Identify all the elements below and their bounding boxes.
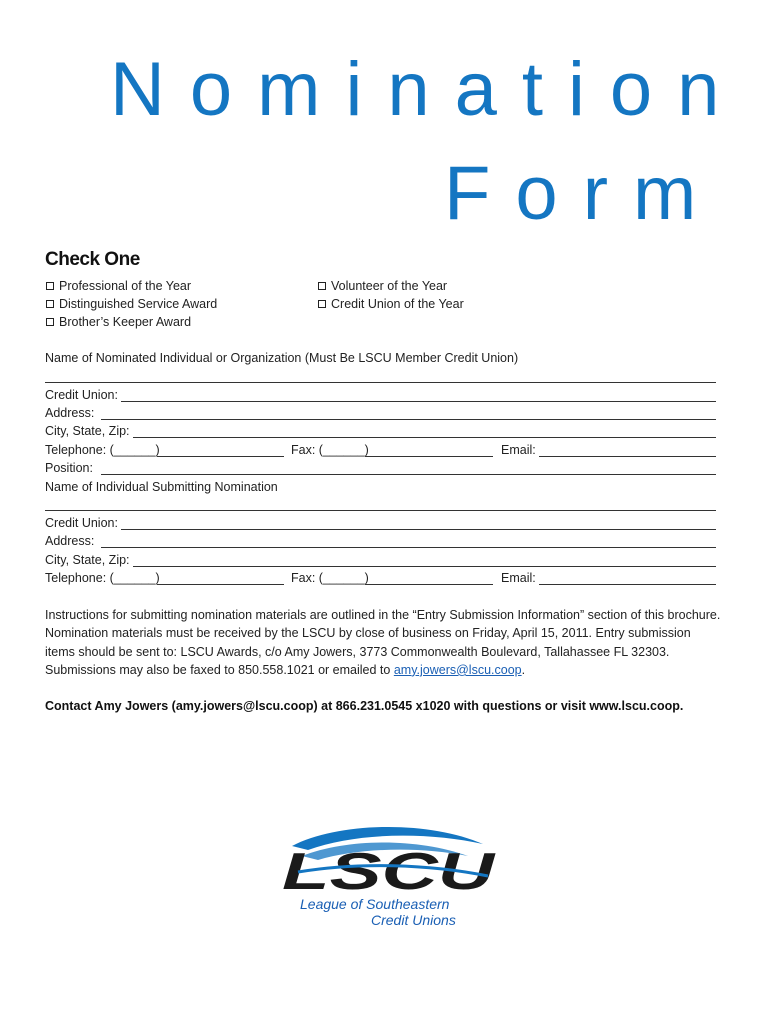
option-label: Distinguished Service Award (59, 297, 218, 311)
instructions-line: items should be sent to: LSCU Awards, c/o Amy Jowers, 3773 Commonwealth Boulevard, Tallahassee FL 32303. (45, 644, 670, 659)
submitter-city-field[interactable] (133, 566, 716, 567)
submitter-address-field[interactable] (101, 547, 716, 548)
nominee-address-label: Address: (45, 406, 95, 420)
submitter-telephone-label: Telephone: (______) (45, 571, 160, 585)
form-title-line2: Form (444, 151, 722, 236)
form-title-line1: Nomination (110, 47, 745, 132)
instructions-paragraph (45, 606, 725, 679)
submitter-heading: Name of Individual Submitting Nomination (45, 480, 278, 494)
instructions-line (45, 661, 725, 679)
instructions-fax-text: Submissions may also be faxed to 850.558.1021 or emailed to (45, 662, 394, 677)
submitter-credit-union-label: Credit Union: (45, 516, 118, 530)
option-distinguished-service-award[interactable] (46, 297, 217, 311)
nominee-address-field[interactable] (101, 419, 716, 420)
nominee-city-label: City, State, Zip: (45, 424, 130, 438)
submitter-email-label: Email: (501, 571, 536, 585)
option-label: Professional of the Year (59, 279, 192, 293)
email-link[interactable]: amy.jowers@lscu.coop (393, 662, 522, 677)
submitter-credit-union-field[interactable] (121, 529, 716, 530)
option-brothers-keeper-award[interactable] (46, 315, 191, 329)
logo-tagline-line2: Credit Unions (371, 912, 456, 928)
option-volunteer-of-the-year[interactable] (318, 279, 447, 293)
contact-line: Contact Amy Jowers (amy.jowers@lscu.coop) at 866.231.0545 x1020 with questions or visit www.lscu.coop. (45, 699, 684, 713)
nominee-credit-union-field[interactable] (121, 401, 716, 402)
nominee-position-label: Position: (45, 461, 93, 475)
lscu-logo (278, 826, 498, 931)
logo-tagline-line1: League of Southeastern (300, 896, 450, 912)
option-professional-of-the-year[interactable] (46, 279, 191, 293)
nominee-email-label: Email: (501, 443, 536, 457)
nominee-email-field[interactable] (539, 456, 716, 457)
nominee-fax-label: Fax: (______) (291, 443, 369, 457)
instructions-period: . (521, 662, 526, 677)
submitter-telephone-field[interactable] (157, 584, 284, 585)
checkbox-icon[interactable] (46, 282, 54, 290)
nominee-credit-union-label: Credit Union: (45, 388, 118, 402)
option-label: Credit Union of the Year (331, 297, 464, 311)
nominee-fax-field[interactable] (365, 456, 493, 457)
nominee-position-field[interactable] (101, 474, 716, 475)
option-label: Brother’s Keeper Award (59, 315, 192, 329)
checkbox-icon[interactable] (318, 282, 326, 290)
option-credit-union-of-the-year[interactable] (318, 297, 464, 311)
submitter-name-field[interactable] (45, 510, 716, 511)
checkbox-icon[interactable] (318, 300, 326, 308)
instructions-line: Instructions for submitting nomination materials are outlined in the “Entry Submission Information” section of this brochure. (45, 608, 721, 622)
submitter-address-label: Address: (45, 534, 95, 548)
check-one-heading: Check One (45, 249, 140, 270)
checkbox-icon[interactable] (46, 318, 54, 326)
nominee-telephone-field[interactable] (157, 456, 284, 457)
checkbox-icon[interactable] (46, 300, 54, 308)
nominee-heading: Name of Nominated Individual or Organization (Must Be LSCU Member Credit Union) (45, 351, 519, 365)
nominee-name-field[interactable] (45, 382, 716, 383)
nominee-city-field[interactable] (133, 437, 716, 438)
submitter-city-label: City, State, Zip: (45, 553, 130, 567)
nominee-telephone-label: Telephone: (______) (45, 443, 160, 457)
option-label: Volunteer of the Year (331, 279, 448, 293)
submitter-email-field[interactable] (539, 584, 716, 585)
logo-wordmark: LSCU (282, 843, 497, 901)
submitter-fax-label: Fax: (______) (291, 571, 369, 585)
instructions-line: Nomination materials must be received by the LSCU by close of business on Friday, April 15, 2011. Entry submission (45, 626, 691, 641)
submitter-fax-field[interactable] (365, 584, 493, 585)
